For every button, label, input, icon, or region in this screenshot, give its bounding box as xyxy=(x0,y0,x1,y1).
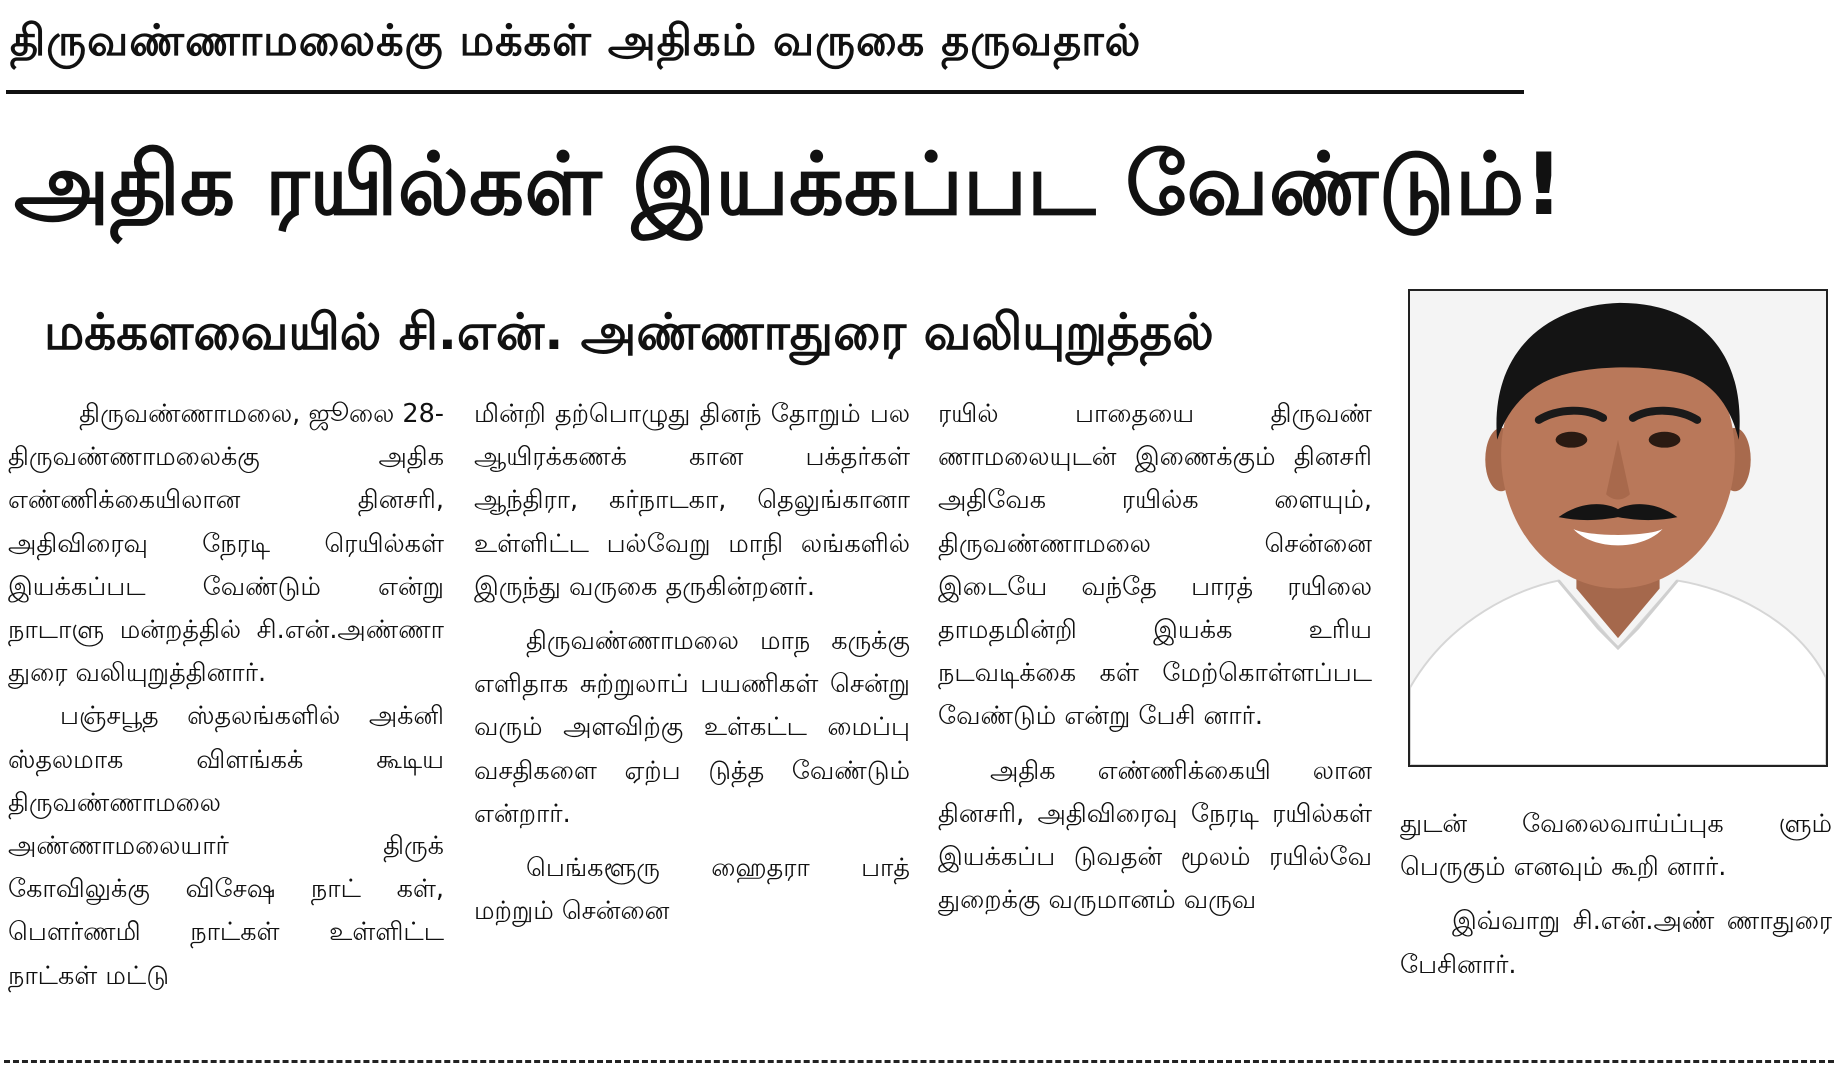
paragraph: இவ்வாறு சி.என்.அண் ணாதுரை பேசினார். xyxy=(1400,906,1832,980)
article-column-4 xyxy=(1400,803,1832,987)
paragraph: திருவண்ணாமலை மாந கருக்கு எளிதாக சுற்றுலாப் பயணிகள் சென்று வரும் அளவிற்கு உள்கட்ட மைப்பு வசதிகளை ஏற்ப டுத்த வேண்டும் என்றார். xyxy=(474,626,910,829)
paragraph: பெங்களூரு ஹைதரா பாத் மற்றும் சென்னை xyxy=(474,853,910,927)
paragraph: துடன் வேலைவாய்ப்புக ளும் பெருகும் எனவும் கூறி னார். xyxy=(1400,809,1832,883)
paragraph: ரயில் பாதையை திருவண் ணாமலையுடன் இணைக்கும் தினசரி அதிவேக ரயில்க ளையும், திருவண்ணாமலை சென்னை இடையே வந்தே பாரத் ரயிலை தாமதமின்றி இயக்க உரிய நடவடிக்கை கள் மேற்கொள்ளப்பட வேண்டும் என்று பேசி னார். xyxy=(938,399,1372,732)
main-headline: அதிக ரயில்கள் இயக்கப்பட வேண்டும்! xyxy=(14,135,1564,235)
portrait-photo xyxy=(1408,289,1828,767)
paragraph: பஞ்சபூத ஸ்தலங்களில் அக்னி ஸ்தலமாக விளங்கக் கூடிய திருவண்ணாமலை அண்ணாமலையார் திருக் கோவிலுக்கு விசேஷ நாட் கள், பௌர்ணமி நாட்கள் உள்ளிட்ட நாட்கள் மட்டு xyxy=(8,701,444,991)
sub-headline: மக்களவையில் சி.என். அண்ணாதுரை வலியுறுத்தல் xyxy=(44,303,1214,361)
person-portrait-image xyxy=(1410,291,1826,765)
paragraph: அதிக எண்ணிக்கையி லான தினசரி, அதிவிரைவு நேரடி ரயில்கள் இயக்கப்ப டுவதன் மூலம் ரயில்வே துறைக்கு வருமானம் வருவ xyxy=(938,755,1372,916)
kicker-headline: திருவண்ணாமலைக்கு மக்கள் அதிகம் வருகை தருவதால் xyxy=(10,16,1142,66)
article-column-1 xyxy=(8,393,444,998)
kicker-underline xyxy=(6,90,1524,94)
article-column-3 xyxy=(938,393,1372,922)
paragraph: மின்றி தற்பொழுது தினந் தோறும் பல ஆயிரக்கணக் கான பக்தர்கள் ஆந்திரா, கர்நாடகா, தெலுங்கானா உள்ளிட்ட பல்வேறு மாநி லங்களில் இருந்து வருகை தருகின்றனர். xyxy=(474,399,910,602)
bottom-dashed-divider xyxy=(4,1060,1834,1063)
dateline: திருவண்ணாமலை, ஜூலை 28- xyxy=(79,399,444,429)
article-column-2 xyxy=(474,393,910,933)
paragraph: திருவண்ணாமலைக்கு அதிக எண்ணிக்கையிலான தினசரி, அதிவிரைவு நேரடி ரெயில்கள் இயக்கப்பட வேண்டும் என்று நாடாளு மன்றத்தில் சி.என்.அண்ணா துரை வலியுறுத்தினார். xyxy=(8,442,444,689)
